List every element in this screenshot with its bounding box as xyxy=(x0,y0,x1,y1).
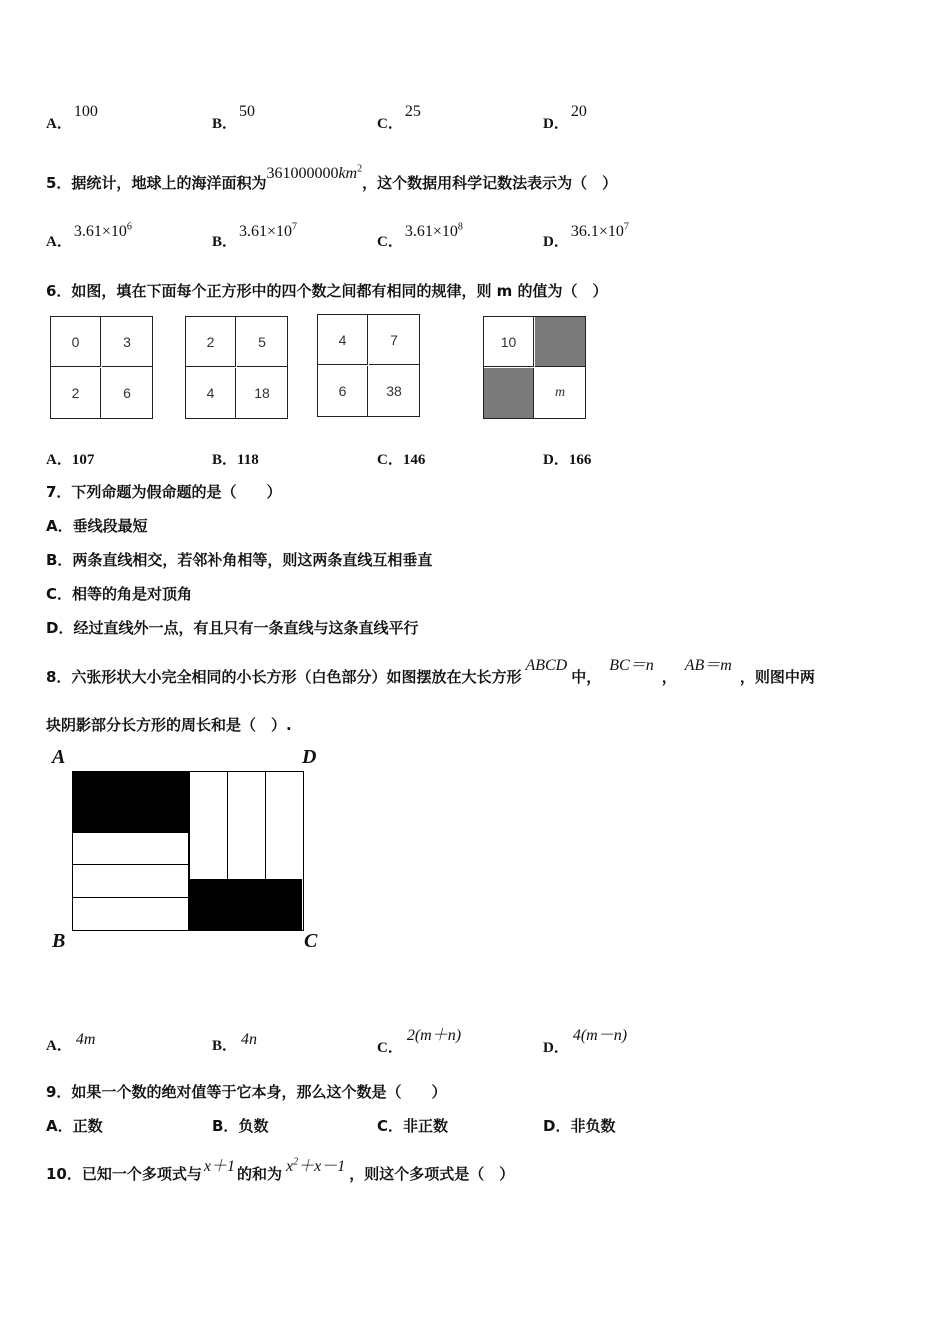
small-rectangle xyxy=(266,772,302,879)
q6-square-1-cell: 0 xyxy=(51,317,101,367)
q6-stem: 6．如图，填在下面每个正方形中的四个数之间都有相同的规律，则 m 的值为（ ） xyxy=(46,282,608,300)
corner-label-a: A xyxy=(52,746,66,768)
q6-square-3 xyxy=(317,314,420,417)
q6-square-2-cell: 18 xyxy=(254,385,270,401)
q6-square-2-cell: 5 xyxy=(237,317,287,367)
small-rectangle xyxy=(73,865,189,898)
q8-option-d: D．4(m－n) xyxy=(543,1027,628,1056)
q6-option-b: B．118 xyxy=(212,452,259,468)
q5-option-d: D．$36.1\times 10^7$ xyxy=(543,221,629,250)
q6-square-3-cell: 4 xyxy=(318,315,368,365)
q6-square-1-cell: 2 xyxy=(51,368,101,418)
q9-option-c: C．非正数 xyxy=(377,1117,449,1135)
q6-square-3-cell: 6 xyxy=(318,366,368,416)
shaded-rectangle-bottom-right xyxy=(189,879,302,930)
q8-stem-line1: 8．六张形状大小完全相同的小长方形（白色部分）如图摆放在大长方形ABCD中，BC＝n，AB＝m，则图中两 xyxy=(46,657,815,686)
q6-square-1 xyxy=(50,316,153,419)
q7-option-b: B．两条直线相交，若邻补角相等，则这两条直线互相垂直 xyxy=(46,551,433,569)
q6-square-4-cell: 10 xyxy=(484,317,534,367)
q8-option-b: B． 4n xyxy=(212,1031,258,1054)
small-rectangle xyxy=(228,772,266,879)
q6-option-d: D．166 xyxy=(543,452,592,468)
small-rectangle xyxy=(73,832,189,865)
outer-rectangle xyxy=(72,771,304,931)
small-rectangle xyxy=(73,898,189,930)
q6-square-2 xyxy=(185,316,288,419)
q6-shaded-cell xyxy=(484,368,534,418)
q7-stem: 7．下列命题为假命题的是（ ） xyxy=(46,483,282,501)
q9-option-b: B．负数 xyxy=(212,1117,269,1135)
corner-label-c: C xyxy=(304,930,318,952)
q6-square-3-cell: 7 xyxy=(369,315,419,365)
q7-option-c: C．相等的角是对顶角 xyxy=(46,585,193,603)
q6-square-2-cell: 4 xyxy=(186,368,236,418)
shaded-rectangle-top-left xyxy=(73,772,189,832)
q7-option-d: D．经过直线外一点，有且只有一条直线与这条直线平行 xyxy=(46,619,419,637)
q8-stem-line2: 块阴影部分长方形的周长和是（ ）. xyxy=(46,716,292,734)
q6-option-a: A．107 xyxy=(46,452,95,468)
q9-option-a: A．正数 xyxy=(46,1117,103,1135)
q8-option-c: C．2(m＋n) xyxy=(377,1027,462,1056)
q6-square-4 xyxy=(483,316,586,419)
q6-square-1-cell: 6 xyxy=(123,385,131,401)
q4-option-c: C．25 xyxy=(377,103,421,132)
corner-label-b: B xyxy=(52,930,66,952)
corner-label-d: D xyxy=(302,746,317,768)
q4-option-b: B．50 xyxy=(212,103,256,132)
q6-square-4-cell: m xyxy=(554,385,566,400)
q10-stem: 10．已知一个多项式与 x＋1 的和为 $x^2+x-1$ ，则这个多项式是（ ） xyxy=(46,1156,515,1183)
q6-shaded-cell xyxy=(535,317,585,367)
q7-option-a: A．垂线段最短 xyxy=(46,517,148,535)
q6-square-3-cell: 38 xyxy=(386,383,402,399)
q9-stem: 9．如果一个数的绝对值等于它本身，那么这个数是（ ） xyxy=(46,1083,447,1101)
q5-option-c: C．$3.61\times 10^8$ xyxy=(377,221,463,250)
q9-option-d: D．非负数 xyxy=(543,1117,616,1135)
q5-option-b: B．$3.61\times 10^7$ xyxy=(212,221,298,250)
q8-option-a: A． 4m xyxy=(46,1031,96,1054)
q5-option-a: A．$3.61\times 10^6$ xyxy=(46,221,132,250)
q8-figure xyxy=(50,746,340,961)
q5-stem: 5．据统计，地球上的海洋面积为$361000000km^2$，这个数据用科学记数法表示为（ ） xyxy=(46,163,618,192)
q4-option-d: D．20 xyxy=(543,103,587,132)
q6-square-2-cell: 2 xyxy=(186,317,236,367)
q6-option-c: C．146 xyxy=(377,452,426,468)
q4-option-a: A．100 xyxy=(46,103,98,132)
small-rectangle xyxy=(189,772,228,879)
q6-square-1-cell: 3 xyxy=(102,317,152,367)
